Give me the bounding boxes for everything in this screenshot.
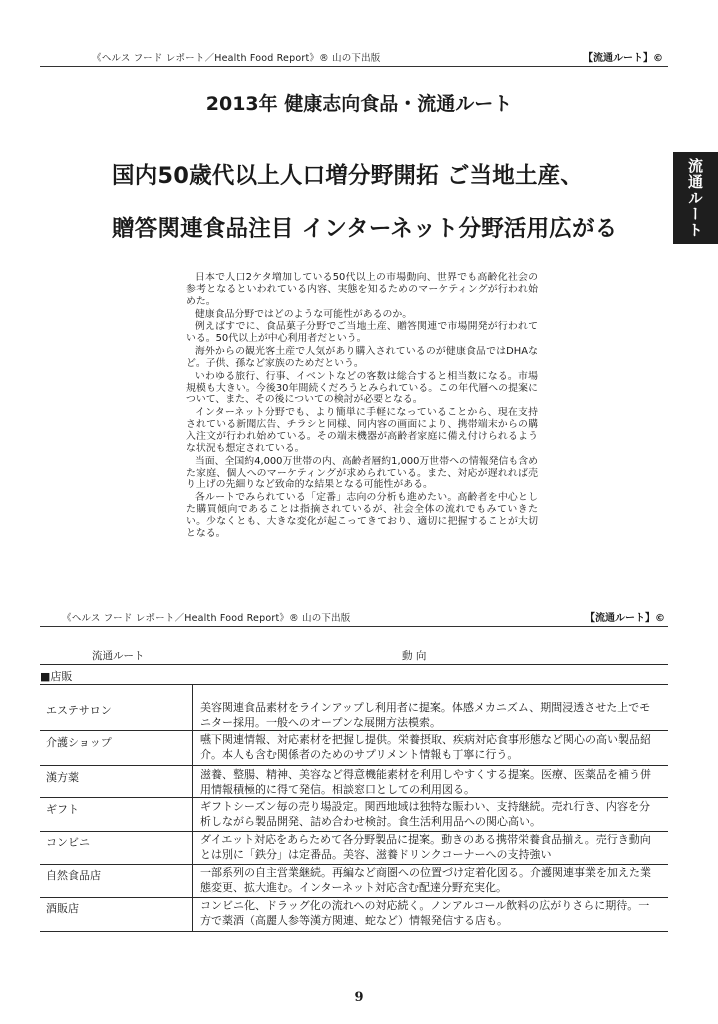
body-paragraph: 日本で人口2ケタ増加している50代以上の市場動向、世界でも高齢化社会の参考となるといわれている内容、実態を知るためのマーケティングが行われ始めた。 — [186, 272, 538, 307]
running-header-left-2: 《ヘルス フード レポート／Health Food Report》® 山の下出版 — [62, 613, 351, 624]
headline-line-2: 贈答関連食品注目 インターネット分野活用広がる — [112, 216, 618, 242]
column-header-route: 流通ルート — [92, 650, 145, 662]
table-row — [40, 799, 668, 831]
route-trend: 美容関連食品素材をラインアップし利用者に提案。体感メカニズム、期間浸透させた上でモニター採用。一般へのオープンな展開方法模索。 — [200, 701, 651, 729]
section-side-tab — [673, 152, 718, 244]
section-label-store-sales: ■店販 — [40, 670, 73, 683]
column-header-trend: 動 向 — [402, 650, 427, 662]
table-rule — [40, 797, 668, 798]
header-rule-2 — [40, 626, 668, 627]
article-body — [186, 272, 538, 568]
table-row — [40, 898, 668, 930]
route-name: 漢方薬 — [46, 771, 79, 784]
table-rule — [40, 684, 668, 685]
route-name: 介護ショップ — [46, 736, 112, 749]
body-paragraph: インターネット分野でも、より簡単に手軽になっていることから、現在支持されている新聞広告、チラシと同様、同内容の画面により、携帯端末からの購入注文が行われ始めている。その端末機器が高齢者家庭に備え付けられるような状況も想定されている。 — [186, 407, 538, 454]
table-row — [40, 832, 668, 864]
headline-line-1: 国内50歳代以上人口増分野開拓 ご当地土産、 — [112, 163, 584, 189]
running-header-left: 《ヘルス フード レポート／Health Food Report》® 山の下出版 — [92, 53, 381, 64]
route-name: ギフト — [46, 803, 79, 816]
route-trend: 一部系列の自主営業継続。再編など商圏への位置づけ定着化図る。介護関連事業を加えた業態変更、拡大進む。インターネット対応含む配達分野充実化。 — [200, 866, 651, 894]
route-name: 自然食品店 — [46, 869, 101, 882]
side-tab-label: 流通ルート — [686, 158, 704, 238]
table-row — [40, 767, 668, 799]
table-row — [40, 732, 668, 764]
route-trend: 嚥下関連情報、対応素材を把握し提供。栄養摂取、疾病対応食事形態など関心の高い製品紹介。本人も含む関係者のためのサプリメント情報も丁寧に行う。 — [200, 733, 651, 761]
table-column-divider — [192, 684, 193, 931]
body-paragraph: 海外からの観光客土産で人気があり購入されているのが健康食品ではDHAなど。子供、孫など家族のためだという。 — [186, 346, 538, 369]
table-row — [40, 700, 668, 732]
route-trend: 滋養、整腸、精神、美容など得意機能素材を利用しやすくする提案。医療、医薬品を補う併用情報積極的に得て発信。相談窓口としての利用図る。 — [200, 768, 651, 796]
page-number: 9 — [354, 990, 364, 1005]
table-bottom-rule — [40, 931, 668, 932]
table-row — [40, 865, 668, 897]
body-paragraph: 健康食品分野ではどのような可能性があるのか。 — [194, 308, 413, 320]
table-rule — [40, 730, 668, 731]
route-trend: ダイエット対応をあらためて各分野製品に提案。動きのある携帯栄養食品揃え。売行き動向とは別に「鉄分」は定番品。美容、滋養ドリンクコーナーへの支持強い — [200, 833, 651, 861]
route-name: 酒販店 — [46, 902, 79, 915]
header-rule — [40, 66, 668, 67]
route-trend: ギフトシーズン毎の売り場設定。関西地域は独特な賑わい、支持継続。売れ行き、内容を分析しながら製品開発、詰め合わせ検討。食生活利用品への関心高い。 — [200, 800, 651, 828]
route-name: エステサロン — [46, 704, 112, 717]
running-header-right-2: 【流通ルート】© — [585, 613, 665, 624]
table-header-rule — [40, 664, 668, 665]
body-paragraph: 各ルートでみられている「定番」志向の分析も進めたい。高齢者を中心とした購買傾向であることは指摘されているが、社会全体の流れでもみていきたい。少なくとも、大きな変化が起こってきており、適切に把握することが大切となる。 — [186, 492, 538, 539]
body-paragraph: いわゆる旅行、行事、イベントなどの客数は総合すると相当数になる。市場規模も大きい。今後30年間続くだろうとみられている。この年代層への提案について、また、その後についての検討が必要となる。 — [186, 370, 538, 406]
route-trend: コンビニ化、ドラッグ化の流れへの対応続く。ノンアルコール飲料の広がりさらに期待。一方で薬酒（高麗人参等漢方関連、蛇など）情報発信する店も。 — [200, 899, 650, 927]
page-title: 2013年 健康志向食品・流通ルート — [205, 93, 513, 115]
body-paragraph: 当面、全国約4,000万世帯の内、高齢者層約1,000万世帯への情報発信も含めた家庭、個人へのマーケティングが求められている。また、対応が遅れれば売り上げの先細りなど致命的な結果となる可能性がある。 — [186, 455, 538, 491]
table-rule — [40, 765, 668, 766]
route-name: コンビニ — [46, 836, 90, 849]
body-paragraph: 例えばすでに、食品菓子分野でご当地土産、贈答関連で市場開発が行われている。50代以上が中心利用者だという。 — [186, 321, 538, 345]
running-header-right: 【流通ルート】© — [583, 53, 663, 64]
